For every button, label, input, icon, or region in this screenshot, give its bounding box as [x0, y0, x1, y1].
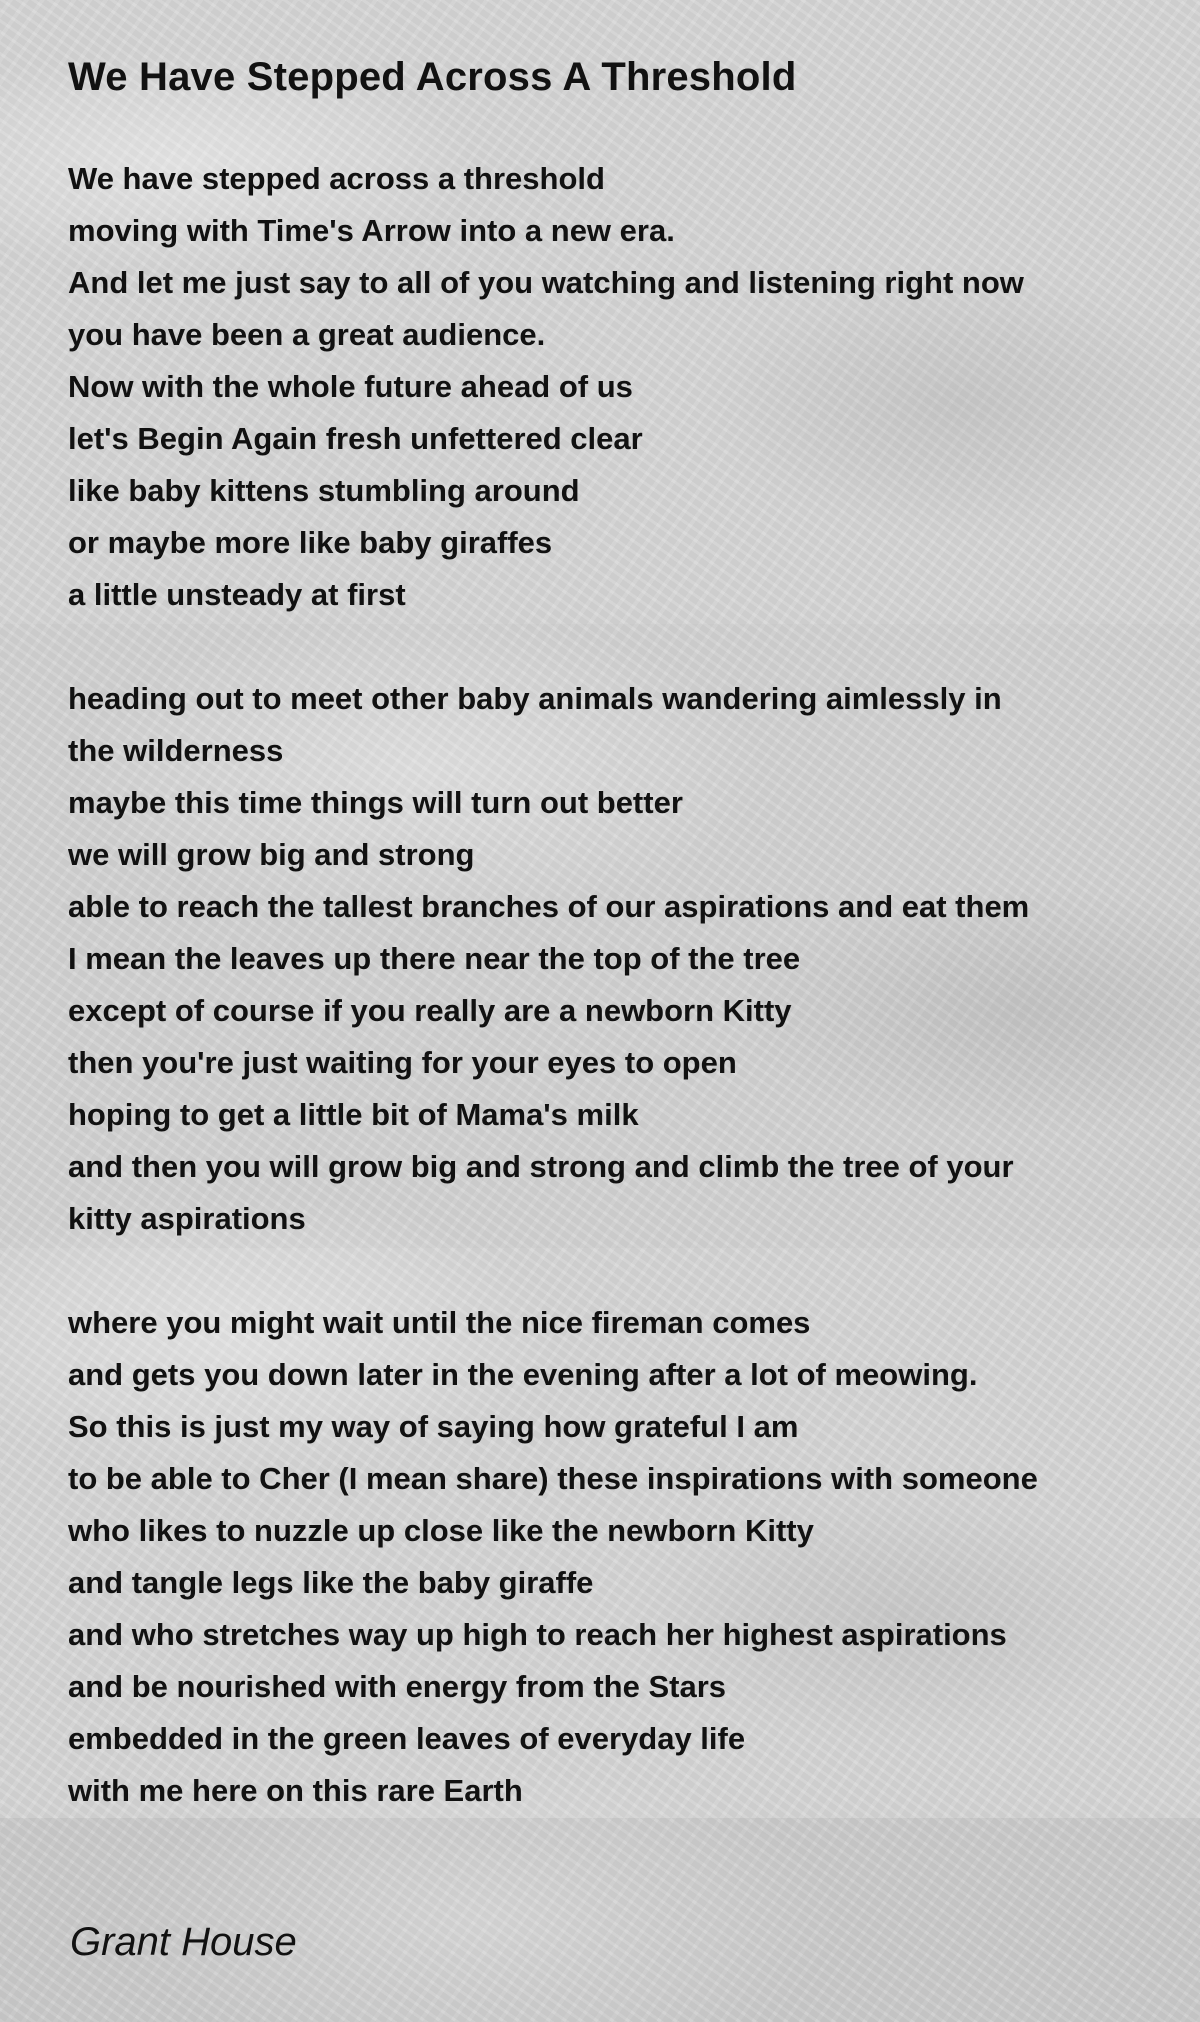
stanza-1: [68, 153, 1168, 621]
poem-line: where you might wait until the nice fireman comes: [68, 1305, 811, 1340]
poem-line: and who stretches way up high to reach her highest aspirations: [68, 1617, 1007, 1652]
poem-line: then you're just waiting for your eyes to open: [68, 1045, 737, 1080]
poem-line: or maybe more like baby giraffes: [68, 525, 553, 560]
poem-line: and be nourished with energy from the Stars: [68, 1669, 726, 1704]
stanza-3: [68, 1297, 1168, 1817]
poem-line: we will grow big and strong: [68, 837, 475, 872]
poem-line: with me here on this rare Earth: [68, 1773, 523, 1808]
poem-line: and tangle legs like the baby giraffe: [68, 1565, 594, 1600]
poem-line: and then you will grow big and strong and climb the tree of your: [68, 1149, 1014, 1184]
poem-line: the wilderness: [68, 733, 284, 768]
poem-title: We Have Stepped Across A Threshold: [68, 55, 797, 99]
poem-line: and gets you down later in the evening after a lot of meowing.: [68, 1357, 978, 1392]
poem-line: And let me just say to all of you watching and listening right now: [68, 265, 1024, 300]
poem-line: maybe this time things will turn out better: [68, 785, 683, 820]
poem-line: let's Begin Again fresh unfettered clear: [68, 421, 643, 456]
poem-line: I mean the leaves up there near the top of the tree: [68, 941, 801, 976]
poem-line: Now with the whole future ahead of us: [68, 369, 633, 404]
poem-line: embedded in the green leaves of everyday life: [68, 1721, 746, 1756]
poem-line: kitty aspirations: [68, 1201, 306, 1236]
stanza-2: [68, 673, 1168, 1245]
poem-line: moving with Time's Arrow into a new era.: [68, 213, 675, 248]
poem-line: who likes to nuzzle up close like the newborn Kitty: [68, 1513, 814, 1548]
poem-line: heading out to meet other baby animals wandering aimlessly in: [68, 681, 1002, 716]
poem-line: to be able to Cher (I mean share) these inspirations with someone: [68, 1461, 1038, 1496]
poem-line: you have been a great audience.: [68, 317, 546, 352]
poem-line: hoping to get a little bit of Mama's milk: [68, 1097, 639, 1132]
poem-line: a little unsteady at first: [68, 577, 406, 612]
poem-line: like baby kittens stumbling around: [68, 473, 580, 508]
poem-line: able to reach the tallest branches of our aspirations and eat them: [68, 889, 1030, 924]
poem-line: So this is just my way of saying how grateful I am: [68, 1409, 799, 1444]
poem-line: except of course if you really are a newborn Kitty: [68, 993, 792, 1028]
poem-line: We have stepped across a threshold: [68, 161, 605, 196]
poem-author: Grant House: [70, 1920, 297, 1964]
